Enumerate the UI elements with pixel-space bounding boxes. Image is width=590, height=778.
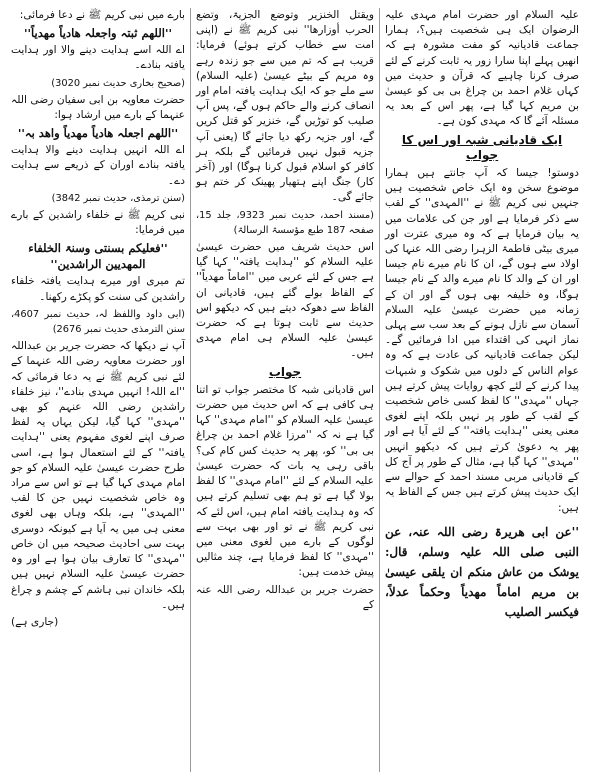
- column-middle: [190, 8, 380, 772]
- reference-citation: (ابی داود واللفظ لہ، حدیث نمبر 4607، سنن الترمذی حدیث نمبر 2676): [11, 308, 185, 336]
- to-be-continued: (جاری ہے): [11, 615, 59, 628]
- body-paragraph: حضرت معاویہ بن ابی سفیان رضی اللہ عنہما کے بارے میں ارشاد ہوا:: [11, 93, 185, 122]
- intro-paragraph: علیہ السلام اور حضرت امام مہدی علیہ الرضوان ایک ہی شخصیت ہیں؟، ہمارا جماعت قادیانیہ کو مفت مشورہ ہے کہ انھیں پہلے اپنا سارا زور یہ ثابت کرنے کے لئے صرف کرنا چاہیے کہ قرآن و حدیث میں کہاں غلام احمد بن چراغ بی بی کو عیسیٰ بن مریم کہا گیا ہے، پھر اس کے بعد یہ مسئلہ آئے گا کہ مہدی کون ہے۔: [385, 9, 579, 128]
- section-heading: ایک قادیانی شبہ اور اس کا جواب: [401, 132, 563, 162]
- body-paragraph: اس حدیث شریف میں حضرت عیسیٰ علیہ السلام کو ''ہدایت یافتہ'' کہا گیا ہے جس کے لئے عربی میں ''اماماً مھدیاً'' کے الفاظ بولے گئے ہیں، قادیانی ان الفاظ سے دھوکہ دیتے ہیں کہ دیکھو اس حدیث سے ثابت ہوتا ہے کہ حضرت عیسیٰ علیہ السلام ہی امام مہدی ہیں۔: [196, 241, 374, 360]
- dua-translation: اے اللہ اسے ہدایت دینے والا اور ہدایت یافتہ بنادے۔: [11, 44, 185, 72]
- arabic-hadith: ''فعلیکم بسنتی وسنۃ الخلفاء المھدیین الراشدین'': [28, 241, 168, 272]
- hadith-translation: تم میری اور میرے ہدایت یافتہ خلفاء راشدین کی سنت کو پکڑے رکھنا۔: [11, 275, 185, 303]
- dua-translation: اے اللہ انہیں ہدایت دینے والا ہدایت یافتہ بنادے اوران کے ذریعے سے ہدایت دے۔: [11, 144, 185, 187]
- reference-citation: (مسند احمد، حدیث نمبر 9323، جلد 15، صفحہ 187 طبع مؤسسۃ الرسالۃ): [196, 209, 374, 236]
- arabic-dua: ''اللھم ثبتہ واجعلہ ھادیاً مھدیاً'': [24, 26, 172, 41]
- body-paragraph: آپ نے دیکھا کہ حضرت جریر بن عبداللہ اور حضرت معاویہ رضی اللہ عنہما کے لئے نبی کریم ﷺ نے یہ دعا فرمائی کہ ''اے اللہ! انہیں مہدی بنادے''، نیز خلفاء راشدین رضی اللہ عنہم کو بھی ''مہدی'' کہا گیا، لیکن یہاں یہ لفظ صرف اپنے لغوی مفہوم یعنی ''ہدایت یافتہ'' کے لئے استعمال ہوا ہے، اسی طرح حضرت عیسیٰ علیہ السلام کو جو امام مہدی کہا گیا ہے تو اس سے مراد وہ خاص شخصیت نہیں جن کا لقب ''المہدی'' ہے، بلکہ وہاں بھی لغوی معنی ہی میں یہ آیا ہے کیونکہ دوسری بہت سی احادیث صحیحہ میں ان خاص ''مہدی'' کا تعارف بیان ہوا ہے اور وہ حضرت عیسیٰ علیہ السلام نہیں ہیں بلکہ خاندان نبی ہاشم کے چشم و چراغ ہیں۔: [11, 340, 185, 611]
- body-paragraph: حضرت جریر بن عبداللہ رضی اللہ عنہ کے: [196, 583, 374, 611]
- body-paragraph: دوستو! جیسا کہ آپ جانتے ہیں ہمارا موضوع سخن وہ ایک خاص شخصیت ہیں جنہیں نبی کریم ﷺ نے ''المہدی'' کے لقب سے ذکر فرمایا ہے اور جن کی علامات میں یہ بیان فرمایا ہے کہ وہ میری عترت اور میری بیٹی فاطمۃ الزہرا رضی اللہ عنہا کی اولاد سے ہوں گے، ان کا نام میرے نام جیسا اور ان کے والد کا نام میرے والد کے نام جیسا ہوگا، وہ خلیفہ بھی ہوں گے اور ان کے زمانہ میں حضرت عیسیٰ علیہ السلام آسمان سے نازل ہونے کے بعد سب سے پہلی نماز انہی کی اقتداء میں ادا فرمائیں گے۔ لیکن جماعت قادیانیہ کی عادت ہے کہ وہ عوام الناس کے دلوں میں شکوک و شبہات پیدا کرنے کے لئے کچھ روایات پیش کرتے ہیں جہاں ''مہدی'' کا لفظ کسی خاص شخصیت کے لقب کے طور پر نہیں بلکہ اپنے لغوی معنی یعنی ''ہدایت یافتہ'' کے لئے آیا ہے اور پھر یہ دعویٰ کرتے ہیں کہ دیکھو انہیں ''مہدی'' کہا گیا ہے، مثال کے طور پر آج کل کے قادیانی مربی مسند احمد کے حوالے سے ایک حدیث پیش کرتے ہیں جس کے الفاظ یہ ہیں:: [385, 167, 579, 514]
- answer-paragraph: اس قادیانی شبہ کا مختصر جواب تو اتنا ہی کافی ہے کہ اس حدیث میں حضرت عیسیٰ علیہ السلام کو ''امام مہدی'' کہا گیا ہے نہ کہ ''مرزا غلام احمد بن چراغ بی بی'' کو، پھر یہ حدیث کس کام کی؟ باقی رہی یہ بات کہ حضرت عیسیٰ علیہ السلام کے لئے ''امام مہدی'' کا لفظ بولا گیا ہے تو ہم بھی تسلیم کرتے ہیں کہ وہ ہدایت یافتہ امام ہیں، اس لئے کہ نبی کریم ﷺ نے تو اور بھی بہت سے لوگوں کے بارے میں لغوی معنی میں ''مہدی'' کا لفظ فرمایا ہے، چند مثالیں پیش خدمت ہیں:: [196, 383, 374, 579]
- column-right: [380, 8, 584, 772]
- arabic-hadith-quote: ''عن ابی ھریرۃ رضی اللہ عنہ، عن النبی صلی اللہ علیہ وسلم، قال: یوشک من عاش منکم ان یلقی عیسیٰ بن مریم اماماً مھدیاً وحکماً عدلاً، فیکسر الصلیب: [385, 524, 579, 619]
- body-paragraph: بارے میں نبی کریم ﷺ نے دعا فرمائی:: [19, 9, 185, 21]
- reference-citation: (صحیح بخاری حدیث نمبر 3020): [51, 77, 185, 89]
- reference-citation: (سنن ترمذی، حدیث نمبر 3842): [51, 192, 185, 204]
- answer-heading: جواب: [268, 364, 302, 379]
- hadith-translation: ویقتل الخنزیر وتوضع الجزیۃ، وتضع الحرب أوزارھا'' نبی کریم ﷺ نے (اپنی امت سے خطاب کرتے ہوئے) فرمایا: قریب ہے کہ تم میں سے جو زندہ رہے وہ مریم کے بیٹے عیسیٰ (علیہ السلام) سے ملے جو کہ ایک ہدایت یافتہ امام اور انصاف کرنے والے حاکم ہوں گے، پس آپ صلیب کو توڑیں گے، خنزیر کو قتل کریں گے، اور جزیہ رکھ دیا جائے گا (یعنی آپ جزیہ قبول نہیں فرمائیں گے بلکہ ہر کافر کو اسلام قبول کرنا ہوگا) اور (آخر کار) جنگ اپنے ہتھیار پھینک کر ختم ہو جائے گی۔: [196, 9, 374, 204]
- arabic-dua: ''اللھم اجعلہ ھادیاً مھدیاً واھد بہ'': [17, 126, 179, 141]
- column-left: [6, 8, 190, 772]
- body-paragraph: نبی کریم ﷺ نے خلفاء راشدین کے بارے میں فرمایا:: [11, 209, 185, 237]
